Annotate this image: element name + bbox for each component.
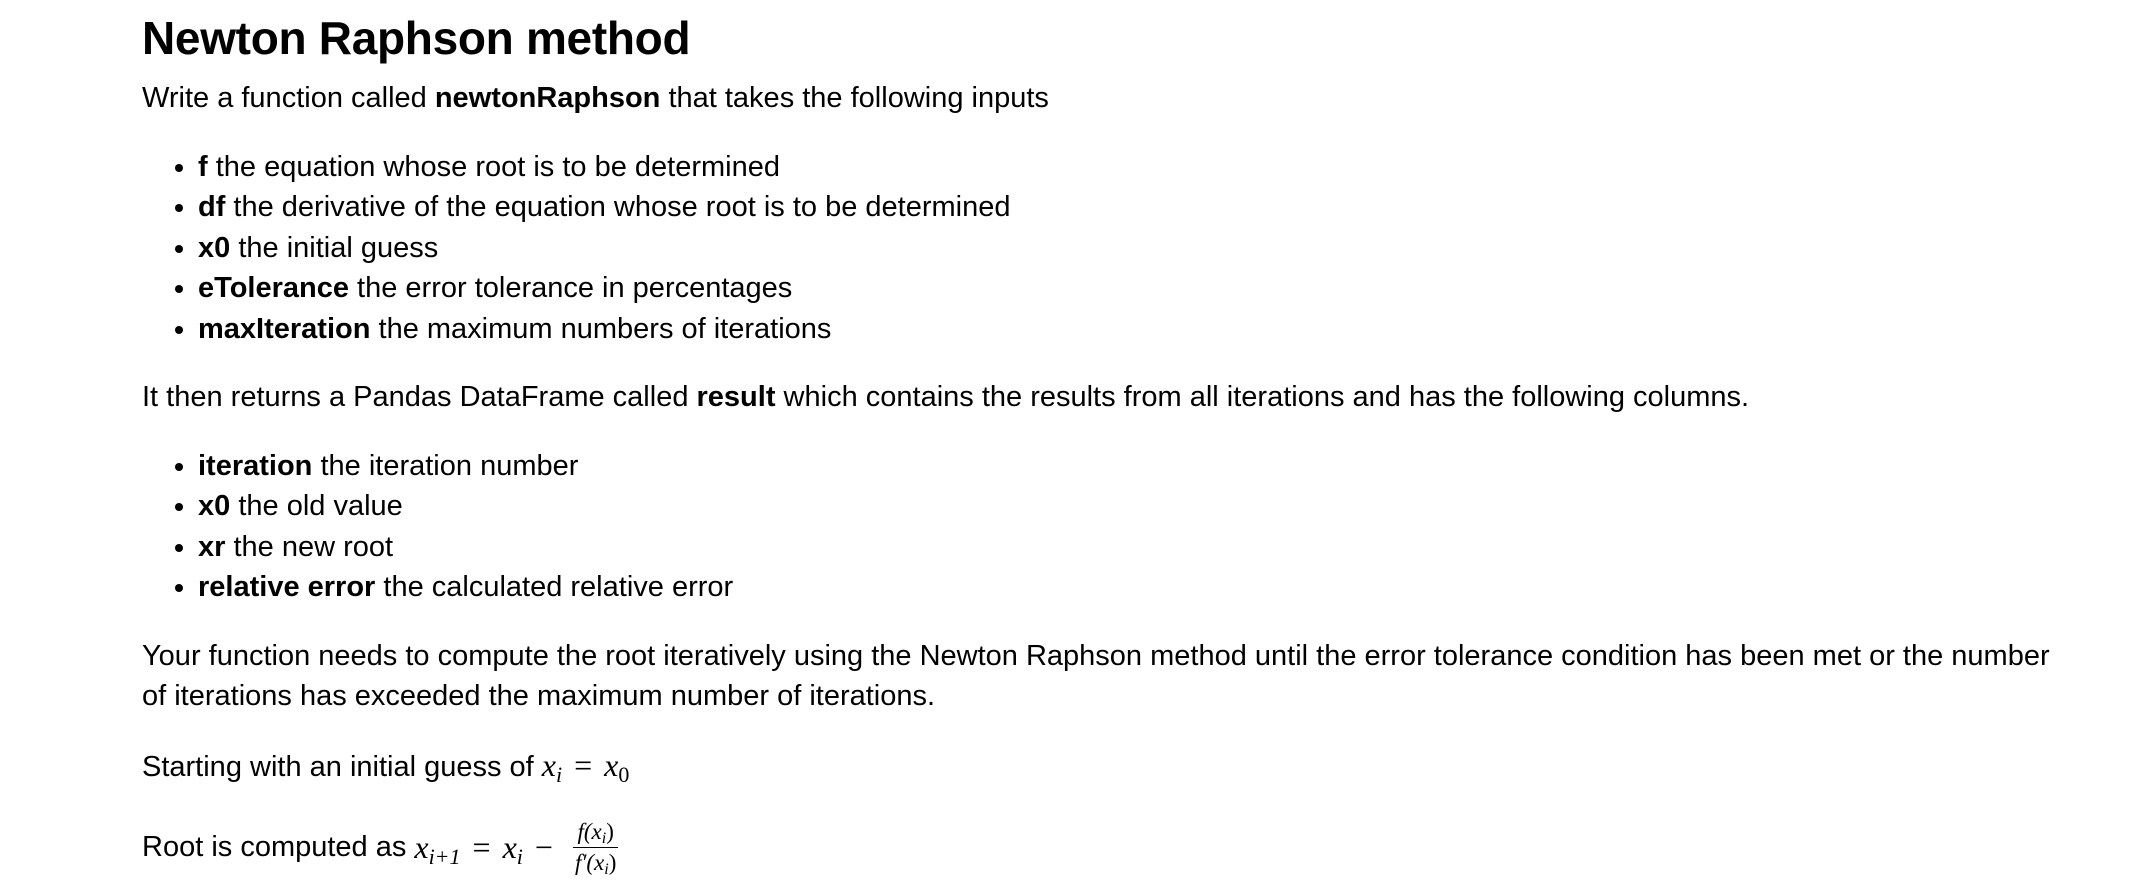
- math-subscript: i: [555, 761, 563, 787]
- math-variable: x: [414, 829, 429, 866]
- input-description: the initial guess: [230, 231, 439, 264]
- list-item: [198, 268, 2072, 309]
- input-name: eTolerance: [198, 272, 349, 304]
- column-name: iteration: [198, 449, 313, 482]
- fraction-numerator: [573, 819, 617, 848]
- intro-prefix: Write a function called: [142, 82, 435, 114]
- math-subscript: i: [604, 861, 609, 878]
- returns-paragraph: [142, 377, 2072, 418]
- columns-list: [142, 446, 2072, 608]
- returns-prefix: It then returns a Pandas DataFrame called: [142, 381, 697, 413]
- root-formula-paragraph: [142, 819, 2072, 876]
- intro-paragraph: [142, 78, 2072, 119]
- root-formula-label: Root is computed as: [142, 831, 407, 864]
- column-description: the iteration number: [312, 449, 579, 482]
- math-variable: x: [502, 829, 517, 866]
- input-description: the error tolerance in percentages: [348, 272, 793, 304]
- column-name: relative error: [198, 571, 376, 603]
- result-name: result: [696, 381, 776, 413]
- list-item: [198, 567, 2072, 608]
- page-title: Newton Raphson method: [142, 12, 691, 64]
- math-subscript: i: [601, 830, 607, 847]
- returns-suffix: which contains the results from all iterations and has the following columns.: [775, 381, 1750, 413]
- column-description: the old value: [230, 490, 403, 522]
- list-item: [198, 309, 2072, 350]
- list-item: [198, 228, 2072, 269]
- method-description: Your function needs to compute the root iteratively using the Newton Raphson method until the error tolerance condition has been met or the number of iterations has exceeded the maximum number of iterations.: [142, 639, 2050, 712]
- column-name: xr: [198, 530, 226, 563]
- numerator-close: ): [606, 819, 614, 844]
- numerator-function: f(x: [577, 819, 602, 844]
- denominator-close: ): [608, 850, 617, 875]
- math-operator: =: [574, 746, 593, 783]
- root-formula-equation: [414, 827, 565, 868]
- input-name: f: [198, 150, 208, 183]
- input-name: x0: [198, 231, 231, 264]
- intro-suffix: that takes the following inputs: [660, 82, 1049, 114]
- input-name: maxIteration: [198, 312, 371, 345]
- input-description: the equation whose root is to be determined: [207, 150, 780, 183]
- initial-guess-paragraph: [142, 745, 2072, 788]
- input-description: the derivative of the equation whose root is to be determined: [225, 191, 1011, 223]
- math-operator: =: [472, 829, 491, 866]
- inputs-list: [142, 147, 2072, 350]
- math-variable: x: [604, 746, 619, 783]
- initial-guess-label: Starting with an initial guess of: [142, 750, 542, 783]
- column-description: the calculated relative error: [375, 571, 734, 603]
- denominator-function: f′(x: [574, 850, 605, 875]
- list-item: [198, 187, 2072, 228]
- function-name: newtonRaphson: [434, 82, 661, 114]
- math-subscript: i+1: [428, 844, 461, 870]
- column-description: the new root: [225, 530, 394, 563]
- math-subscript: 0: [618, 761, 630, 787]
- input-description: the maximum numbers of iterations: [370, 312, 832, 345]
- fraction-denominator: [571, 848, 620, 876]
- document-page: [142, 0, 2072, 876]
- fraction: [571, 819, 620, 876]
- initial-guess-equation: [541, 746, 630, 787]
- list-item: [198, 147, 2072, 188]
- math-variable: x: [541, 746, 556, 783]
- list-item: [198, 446, 2072, 487]
- list-item: [198, 486, 2072, 527]
- input-name: df: [198, 191, 226, 223]
- math-operator: −: [534, 829, 553, 866]
- math-subscript: i: [516, 844, 523, 870]
- list-item: [198, 527, 2072, 568]
- column-name: x0: [198, 490, 231, 522]
